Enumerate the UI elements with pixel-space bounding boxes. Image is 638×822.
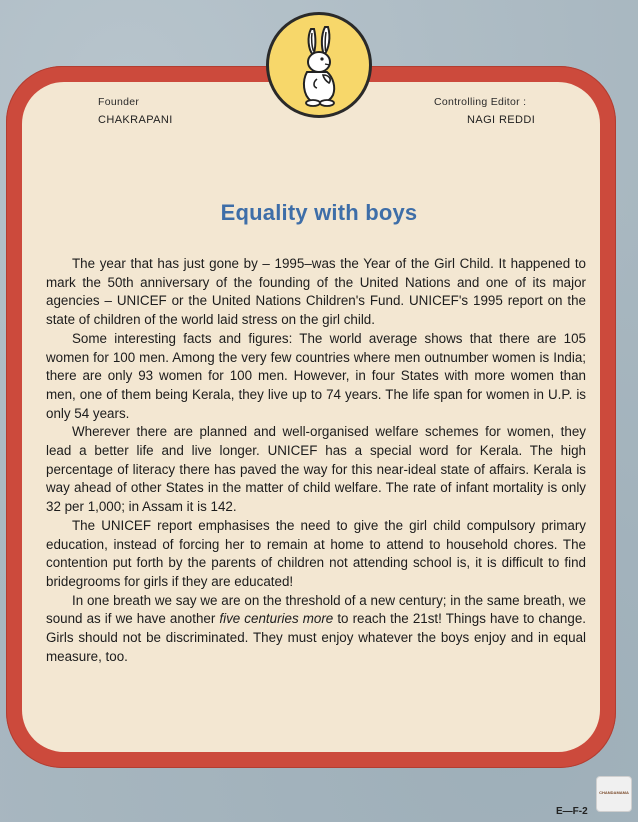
paragraph-5-end: to reach the 21st! Things have to change. Girls should not be discriminated. They must enjoy whatever the boys enjoy and in equal measure, too.: [46, 611, 586, 664]
paragraph-4: The UNICEF report emphasises the need to give the girl child compulsory primary education, instead of forcing her to remain at home to attend to household chores. The contention put forth by the parents of children not attending school is, it is difficult to find bridegrooms for girls if they are educated!: [46, 517, 586, 589]
page-code: E—F-2: [556, 806, 588, 817]
founder-name: CHAKRAPANI: [98, 114, 173, 126]
article-title: Equality with boys: [220, 200, 418, 225]
badge-text: CHANDAMAMA: [599, 790, 629, 795]
paragraph-3: Wherever there are planned and well-organised welfare schemes for women, they lead a better life and live longer. UNICEF has a special word for Kerala. The high percentage of literacy there has paved the way for this near-ideal state of affairs. Kerala is way ahead of other States in the matter of child welfare. The rate of infant mortality is only 32 per 1,000; in Assam it is 142.: [46, 424, 586, 515]
article-body: [46, 255, 586, 666]
publisher-logo-badge: [596, 776, 632, 812]
paragraph-1: The year that has just gone by – 1995–was the Year of the Girl Child. It happened to mark the 50th anniversary of the founding of the United Nations and one of its major agencies – UNICEF or the United Nations Children's Fund. UNICEF's 1995 report on the state of children of the world laid stress on the girl child.: [46, 256, 586, 328]
paragraph-5-start: In one breath we say we are on the threshold of a new century; in the same breath, we sound as if we have another: [46, 592, 586, 627]
paragraph-5: [46, 592, 586, 667]
paragraph-2: Some interesting facts and figures: The world average shows that there are 105 women for 100 men. Among the very few countries where men outnumber women is India; there are only 93 women for 100 men. However, in four States with more women than men, one of them being Kerala, they live up to 74 years. The life span for women in U.P. is only 54 years.: [46, 330, 586, 421]
founder-label: Founder: [98, 96, 140, 108]
paragraph-5-emphasis: five centuries more: [219, 611, 334, 627]
editor-name: NAGI REDDI: [467, 114, 536, 126]
editor-label: Controlling Editor :: [434, 96, 527, 108]
rabbit-emblem-icon: [266, 12, 372, 118]
